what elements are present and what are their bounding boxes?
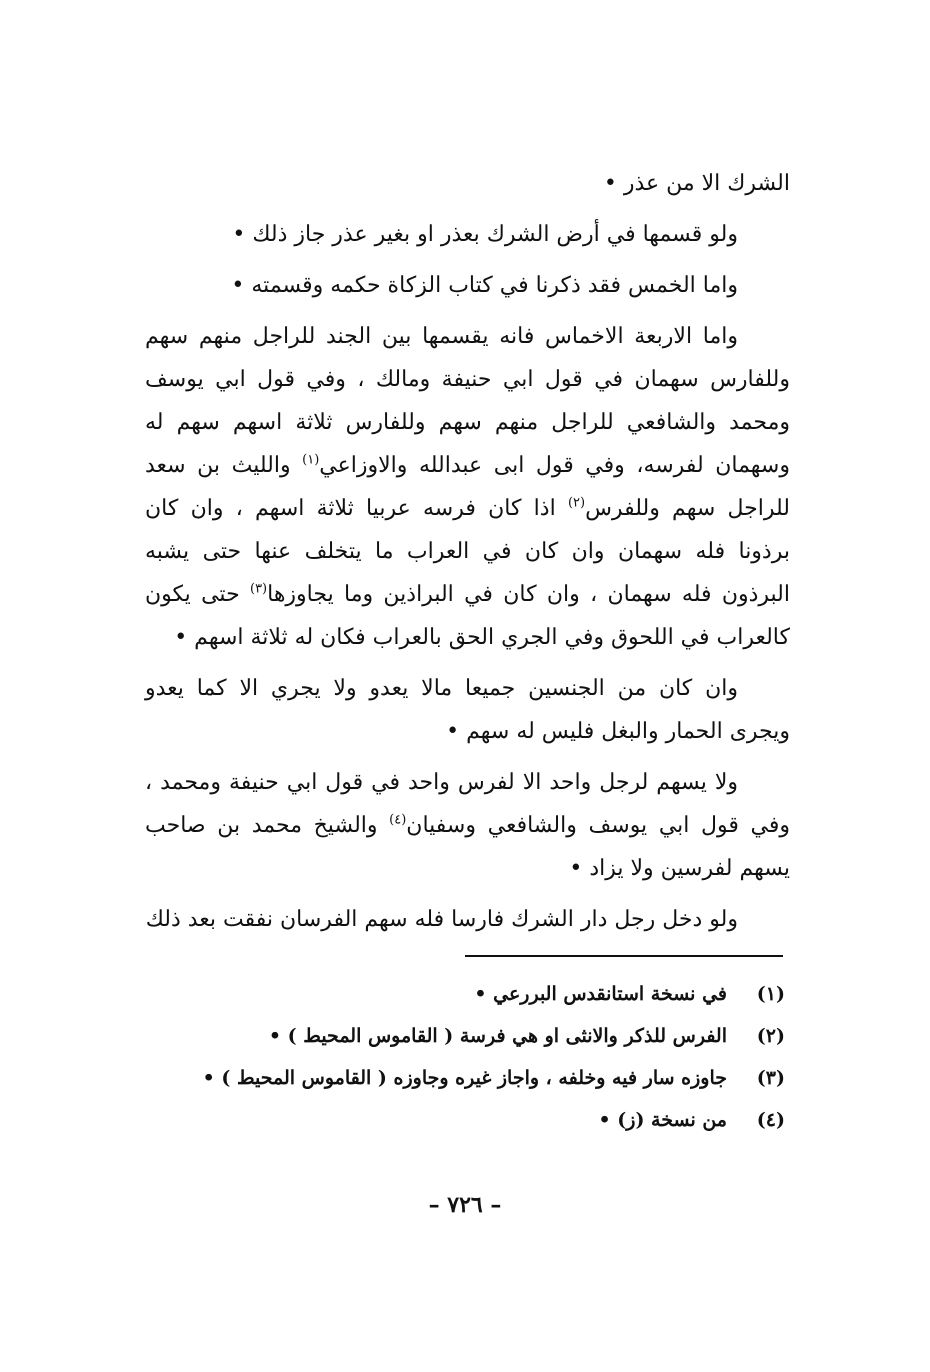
footnote-marker-3[interactable]: (٣) <box>249 581 268 597</box>
footnote-2-text: الفرس للذكر والانثى او هي فرسة ( القاموس المحيط ) • <box>268 1025 727 1047</box>
paragraph-1-text: ولو قسمها في أرض الشرك بعذر او بغير عذر جاز ذلك • <box>232 222 738 247</box>
paragraph-3 <box>145 315 790 659</box>
paragraph-5 <box>145 761 790 890</box>
paragraph-6 <box>145 898 790 941</box>
footnote-2-number: (٢) <box>756 1025 785 1047</box>
footnote-1-text: في نسخة استانقدس البررعي • <box>474 983 727 1005</box>
footnote-2 <box>145 1017 785 1055</box>
paragraph-5-text-b: والشيخ محمد بن صاحب يسهم لفرسين ولا يزاد • <box>145 813 790 881</box>
paragraph-3-text-b: والليث بن سعد للراجل سهم وللفرس <box>145 453 791 521</box>
paragraph-2-text: واما الخمس فقد ذكرنا في كتاب الزكاة حكمه وقسمته • <box>231 273 738 298</box>
page-number: – ٧٢٦ – <box>428 1192 502 1218</box>
footnote-3 <box>145 1059 785 1097</box>
footnote-marker-1[interactable]: (١) <box>302 452 320 468</box>
main-text <box>145 162 790 949</box>
footnote-3-number: (٣) <box>756 1067 785 1089</box>
footnote-marker-4[interactable]: (٤) <box>389 812 407 828</box>
footnote-4-number: (٤) <box>756 1109 785 1131</box>
paragraph-5-text-a: ولا يسهم لرجل واحد الا لفرس واحد في قول ابي حنيفة ومحمد ، وفي قول ابي يوسف والشافعي وسفيان <box>145 770 790 838</box>
footnote-marker-2[interactable]: (٢) <box>567 495 586 511</box>
paragraph-0-text: الشرك الا من عذر • <box>603 171 790 196</box>
paragraph-0 <box>145 162 790 205</box>
paragraph-2 <box>145 264 790 307</box>
footnote-1 <box>145 975 785 1013</box>
footnote-divider <box>465 955 783 957</box>
footnotes <box>145 975 785 1143</box>
footnote-4-text: من نسخة (ز) • <box>598 1109 727 1131</box>
paragraph-3-text-c: اذا كان فرسه عربيا ثلاثة اسهم ، وان كان برذونا فله سهمان وان كان في العراب ما يتخلف عنها حتى يشبه البرذون فله سهمان ، وان كان في البراذين وما يجاوزها <box>145 496 790 607</box>
footnote-1-number: (١) <box>756 983 785 1005</box>
paragraph-3-text-a: واما الاربعة الاخماس فانه يقسمها بين الجند للراجل منهم سهم وللفارس سهمان في قول ابي حنيفة ومالك ، وفي قول ابي يوسف ومحمد والشافعي للراجل منهم سهم وللفارس ثلاثة اسهم سهم له وسهمان لفرسه، وفي قول ابى عبدالله والاوزاعي <box>145 324 790 478</box>
footnote-4 <box>145 1101 785 1139</box>
footnote-3-text: جاوزه سار فيه وخلفه ، واجاز غيره وجاوزه ( القاموس المحيط ) • <box>202 1067 727 1089</box>
paragraph-6-text: ولو دخل رجل دار الشرك فارسا فله سهم الفرسان نفقت بعد ذلك <box>145 907 738 932</box>
paragraph-1 <box>145 213 790 256</box>
paragraph-4-text: وان كان من الجنسين جميعا مالا يعدو ولا يجري الا كما يعدو ويجرى الحمار والبغل فليس له سهم • <box>145 676 790 744</box>
paragraph-3-text-d: حتى يكون كالعراب في اللحوق وفي الجري الحق بالعراب فكان له ثلاثة اسهم • <box>145 582 790 650</box>
paragraph-4 <box>145 667 790 753</box>
